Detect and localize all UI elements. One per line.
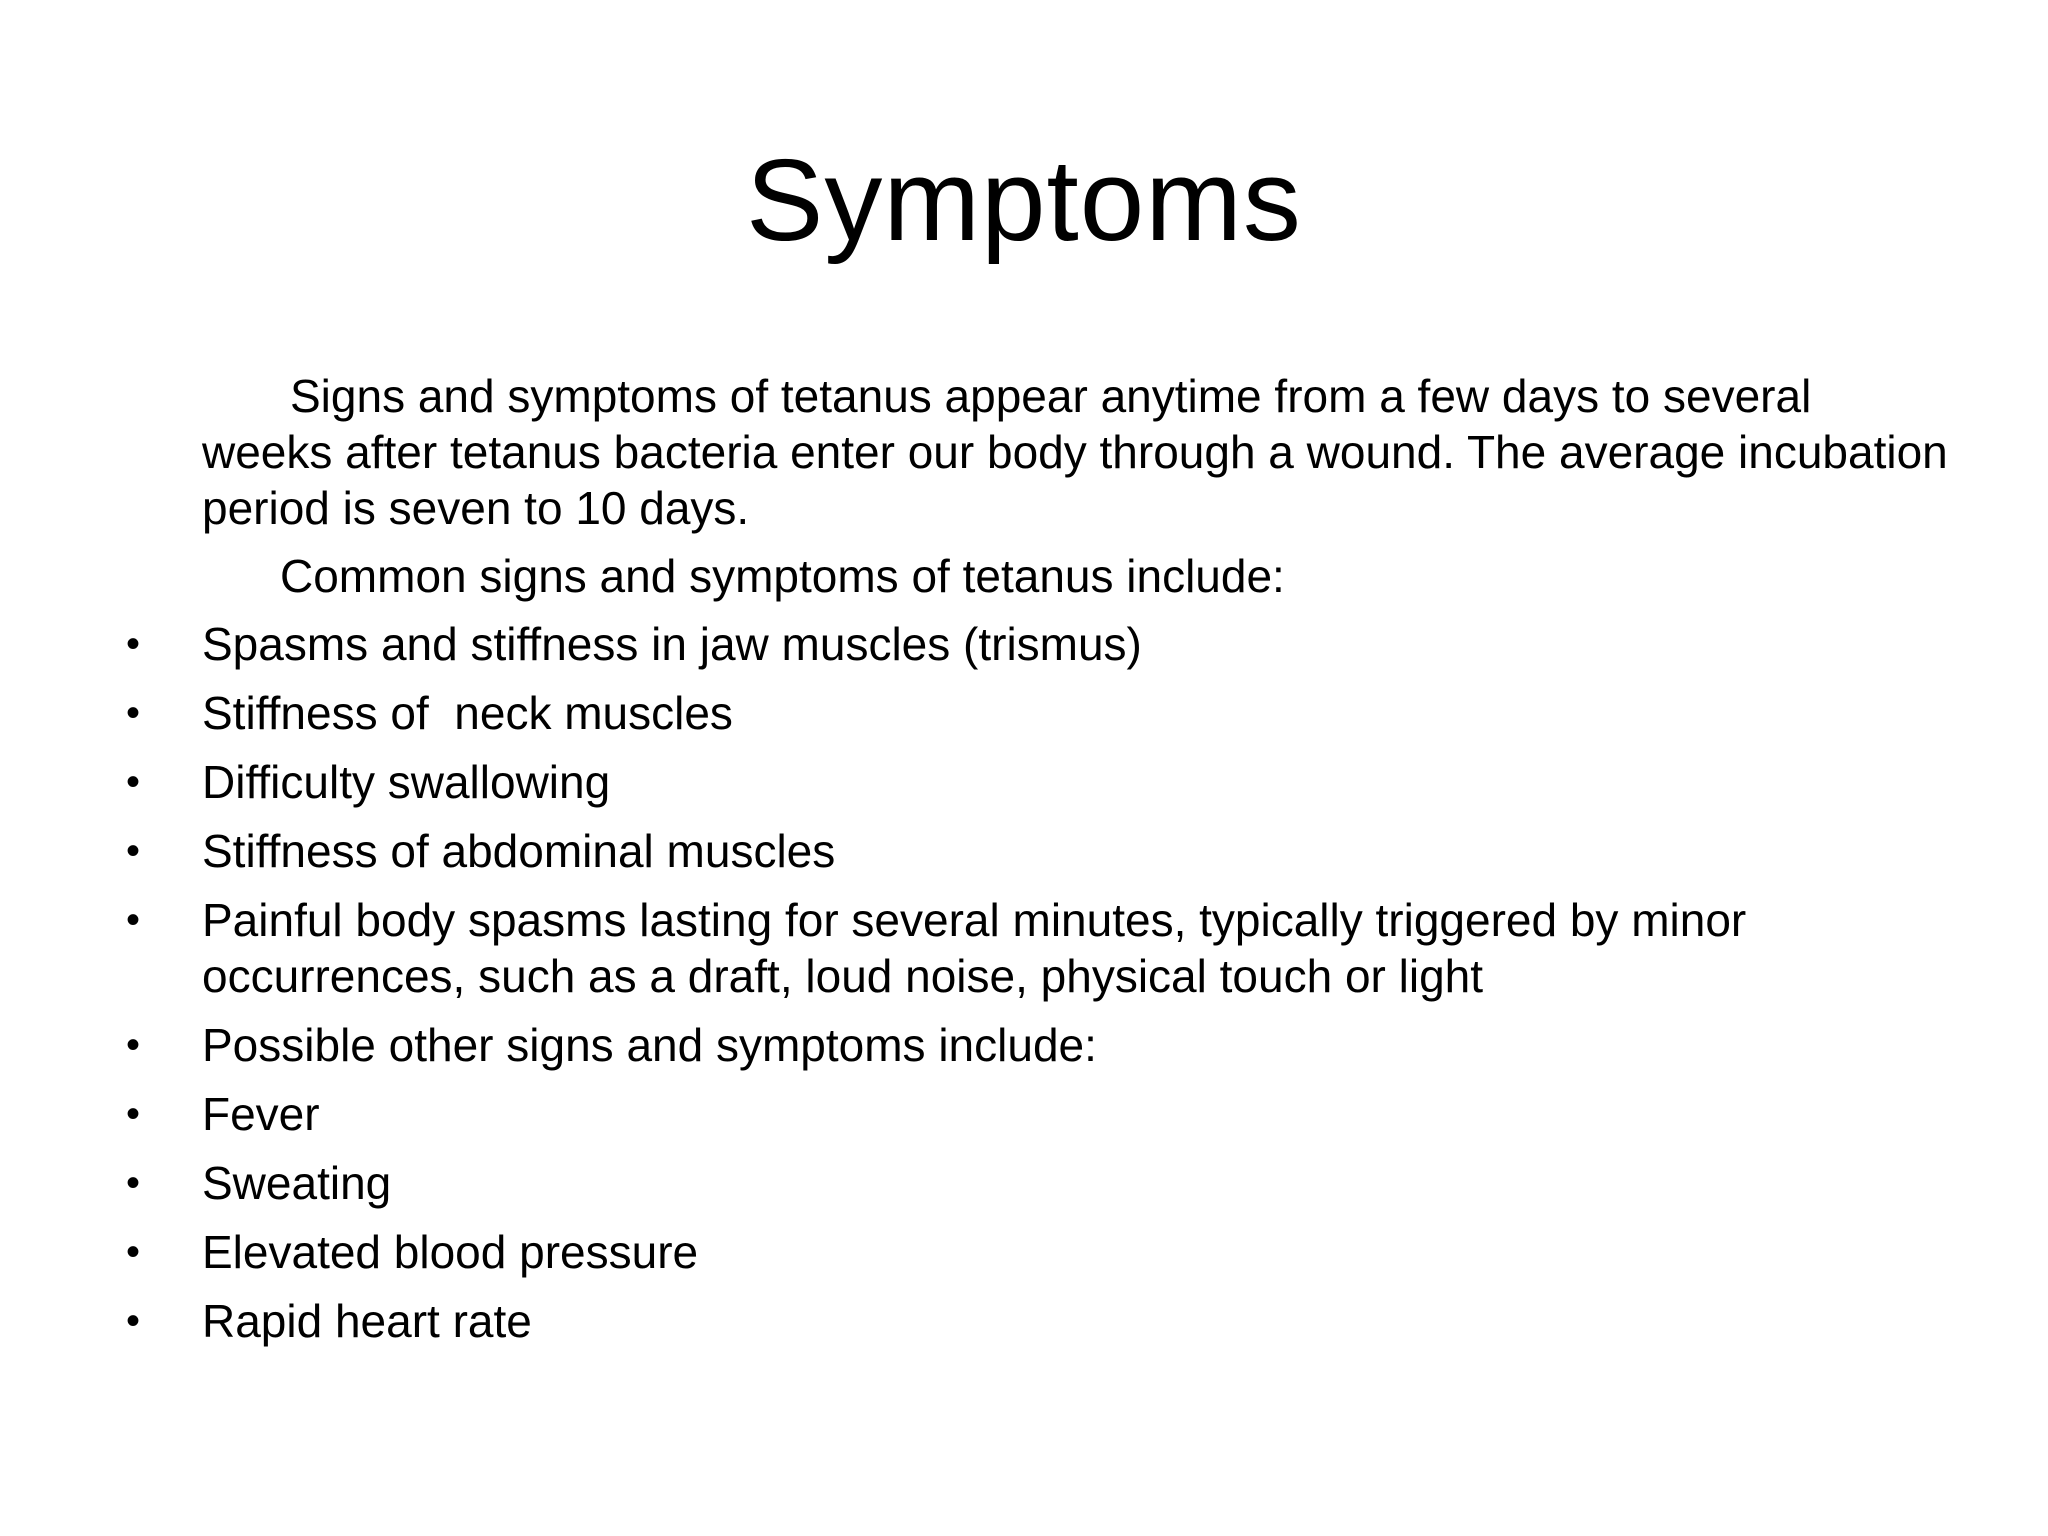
list-item-text: Painful body spasms lasting for several minutes, typically triggered by minor occurrences, such as a draft, loud noise, physical touch or light [202, 894, 1747, 1002]
intro-paragraph [120, 368, 1950, 536]
list-item [120, 754, 1950, 810]
list-item-text: Possible other signs and symptoms include: [202, 1019, 1097, 1071]
list-item-text: Elevated blood pressure [202, 1226, 699, 1278]
bullet-icon: • [126, 1092, 141, 1136]
list-item [120, 1017, 1950, 1073]
bullet-icon: • [126, 898, 141, 942]
bullet-icon: • [126, 1023, 141, 1067]
list-item-text: Fever [202, 1088, 320, 1140]
list-item [120, 685, 1950, 741]
list-item [120, 616, 1950, 672]
slide-title: Symptoms [746, 135, 1302, 265]
list-item [120, 892, 1950, 1004]
intro-paragraph-text: Signs and symptoms of tetanus appear anytime from a few days to several weeks after tetanus bacteria enter our body through a wound. The average incubation period is seven to 10 days. [202, 370, 1948, 534]
list-item [120, 1155, 1950, 1211]
bullet-icon: • [126, 1230, 141, 1274]
list-item-text: Difficulty swallowing [202, 756, 611, 808]
list-item-text: Spasms and stiffness in jaw muscles (trismus) [202, 618, 1142, 670]
slide-body [120, 368, 1950, 1362]
bullet-icon: • [126, 1299, 141, 1343]
list-item-text: Stiffness of neck muscles [202, 687, 733, 739]
list-item [120, 1293, 1950, 1349]
list-item-text: Sweating [202, 1157, 392, 1209]
list-item [120, 823, 1950, 879]
symptom-list [120, 616, 1950, 1349]
list-item [120, 1224, 1950, 1280]
list-item-text: Stiffness of abdominal muscles [202, 825, 836, 877]
bullet-icon: • [126, 1161, 141, 1205]
list-intro: Common signs and symptoms of tetanus include: [280, 550, 1285, 602]
bullet-icon: • [126, 760, 141, 804]
bullet-icon: • [126, 829, 141, 873]
bullet-icon: • [126, 622, 141, 666]
list-item-text: Rapid heart rate [202, 1295, 532, 1347]
list-item [120, 1086, 1950, 1142]
bullet-icon: • [126, 691, 141, 735]
